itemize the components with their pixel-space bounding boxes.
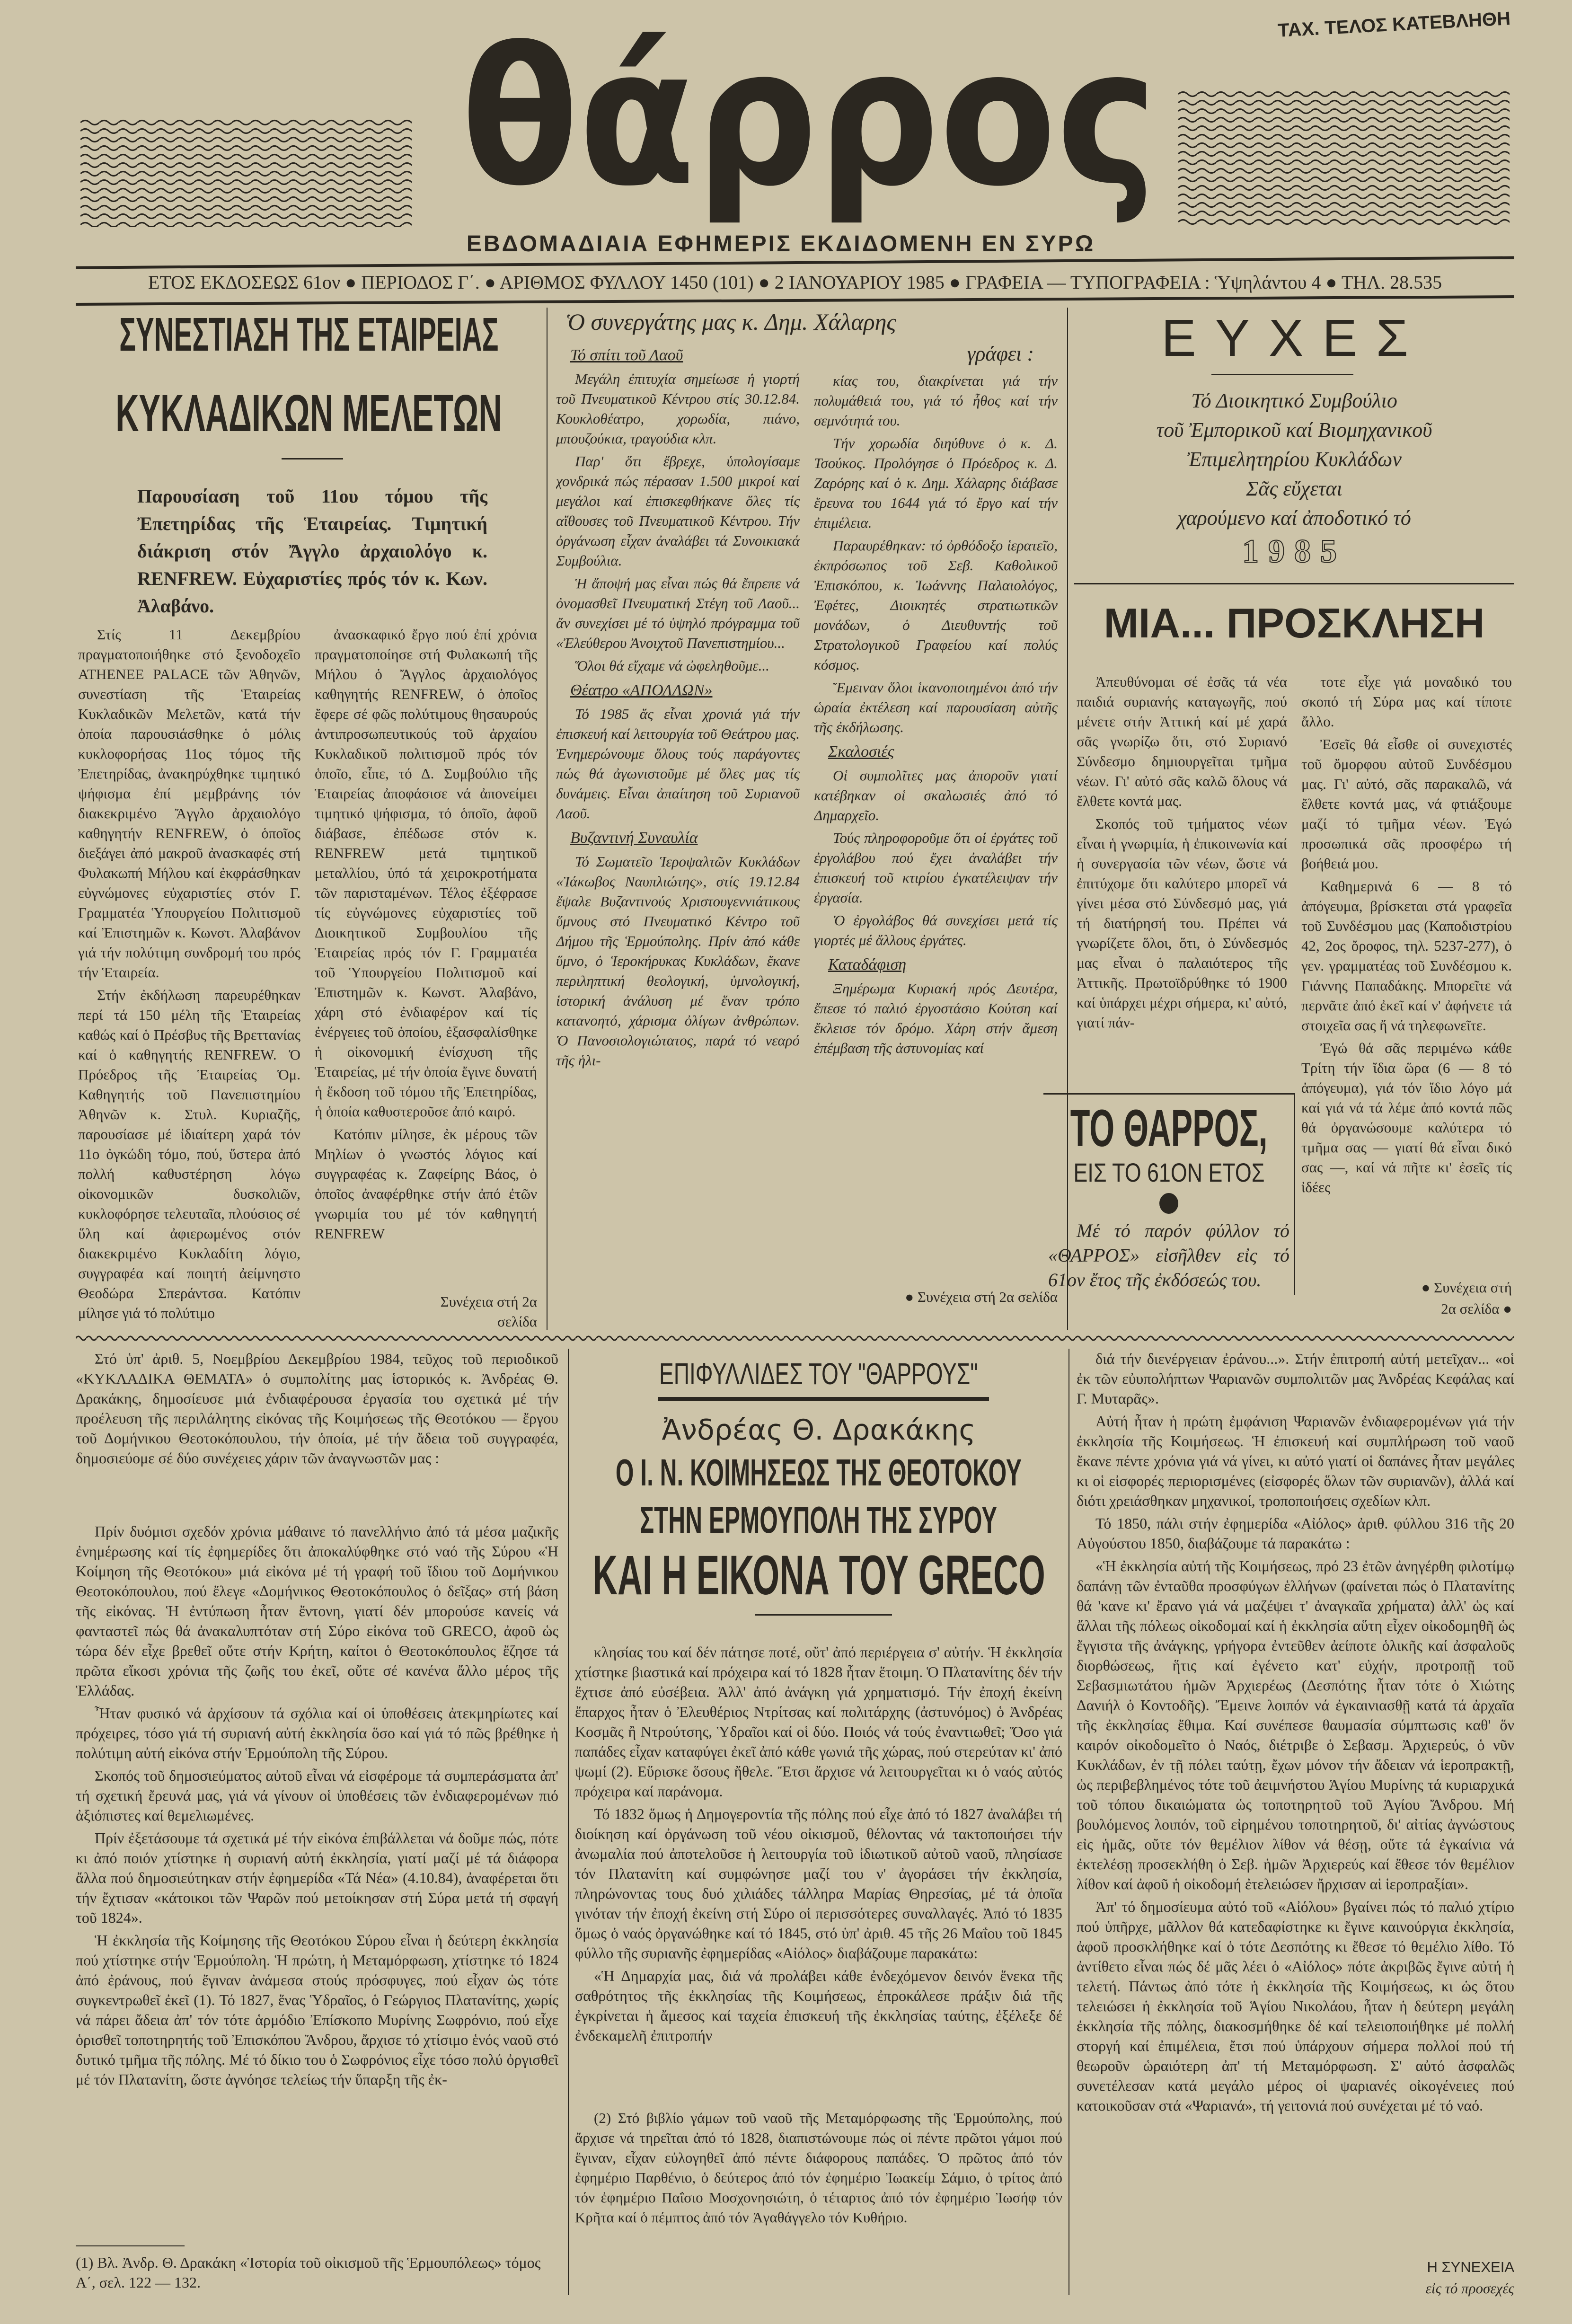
masthead-title: θάρρος	[461, 8, 1157, 228]
paragraph: Ἀπ' τό δημοσίευμα αὐτό τοῦ «Αἰόλου» βγαίνει πώς τό παλιό χτίριο πού ὑπῆρχε, μᾶλλον θά κατεδαφίστηκε κι ἔγινε καινούργια ἐκκλησία, ἀφοῦ προσκλήθηκε καί ὁ τότε Δεσπότης κι ἔθεσε τό θεμέλιο λίθο. Τό ἀντίθετο εἶναι πώς δέ μᾶς λέει ὁ «Αἰόλος» πότε ἀκριβῶς ἔγινε αὐτή ἡ τελετή. Πάντως ἀπό τότε ἡ ἐκκλησία τῆς Κοιμήσεως, κι ὡς ὅτου τελειώσει ἡ ἐκκλησία τοῦ Ἁγίου Νικολάου, ἦταν ἡ δεύτερη μεγάλη ἐκκλησία τῆς πόλης, διακοσμήθηκε δέ καί τελειοποιήθηκε μέ πολλή στοργή καί ἐπιμέλεια, ἔτσι πού ὑπάρχουν σήμερα πολλοί πού τή θεωροῦν ὡραιότερη ἀπ' τή Μεταμόρφωση. Σ' αὐτό ἀσφαλῶς συνετέλεσαν κατά μεγάλο μέρος οἱ ψαριανές οἰκογένειες πού κατοικοῦσαν στά «Ψαριανά», τή γειτονιά πού συνέχεται μέ τό ναό.	[1077, 1898, 1514, 2114]
paragraph: Ἐγώ θά σᾶς περιμένω κάθε Τρίτη τήν ἴδια ὥρα (6 — 8 τό ἀπόγευμα), γιά τόν ἴδιο λόγο μά καί γιά νά τά λέμε ἀπό κοντά πῶς θά ὀργανώσουμε καλύτερα τό τμῆμα σας — γιατί θά εἶναι δικό σας —, καί νά πῆτε κι' ἐσεῖς τίς ἰδέες	[1301, 1040, 1512, 1195]
paragraph: Σκοπός τοῦ τμήματος νέων εἶναι ἡ γνωριμία, ἡ ἐπικοινωνία καί ἡ συνεργασία τῶν νέων, ὥστε νά ἐπιτύχομε ὅτι καλύτερο μπορεῖ νά γίνει μέσα στό Σύνδεσμό μας, γιά τή διατήρησή του. Πρέπει νά γνωρίζετε ὅλοι, ὅτι, ὁ Σύνδεσμός μας εἶναι ὁ παλαιότερος τῆς Ἀττικῆς. Πρωτοϊδρύθηκε τό 1900 καί ὑπάρχει μέχρι σήμερα, κι' αὐτό, γιατί πάν-	[1077, 815, 1287, 1031]
writes-label: γράφει :	[967, 342, 1034, 365]
masthead-wave-pattern-left	[80, 118, 412, 227]
paragraph: Σκοπός τοῦ δημοσιεύματος αὐτοῦ εἶναι νά εἰσφέρομε τά συμπεράσματα ἀπ' τή σχετική ἔρευνά μας, γιά νά γίνουν οἱ ὑποθέσεις τῶν ἐνδιαφερομένων πιό ἀξιόπιστες καί θεμελιωμένες.	[76, 1767, 558, 1824]
paragraph: Ἀπευθύνομαι σέ ἐσᾶς τά νέα παιδιά συριανής καταγωγῆς, πού μένετε στήν Ἀττική καί μέ χαρά σᾶς γνωρίζω ὅτι, στό Συριανό Σύνδεσμο δημιουργεῖται τμῆμα νέων. Γι' αὐτό σᾶς καλῶ ὅλους νά ἔλθετε κοντά μας.	[1077, 673, 1287, 809]
divider	[1074, 583, 1514, 584]
paragraph: Ἔμειναν ὅλοι ἱκανοποιημένοι ἀπό τήν ὡραία ἐκτέλεση καί παρουσίαση αὐτῆς τῆς ἐκδήλωσης.	[814, 679, 1058, 735]
greetings-line: Τό Διοικητικό Συμβούλιο	[1191, 389, 1397, 412]
paragraph: Ὁ ἐργολάβος θά συνεχίσει μετά τίς γιορτές μέ ἄλλους ἐργάτες.	[814, 912, 1058, 948]
paragraph: Ὅλοι θά εἴχαμε νά ὠφεληθοῦμε...	[575, 657, 769, 674]
paragraph: Παραυρέθηκαν: τό ὀρθόδοξο ἱερατεῖο, ἐκπρόσωπος τοῦ Σεβ. Καθολικοῦ Ἐπισκόπου, κ. Ἰωάννης Παλαιολόγος, Ἐφέτες, Διοικητές στρατιωτικῶν μονάδων, ὁ Διευθυντής τοῦ Στρατολογικοῦ Γραφείου καί πολύς κόσμος.	[814, 537, 1058, 673]
greetings-title: ΕΥΧΕΣ	[1161, 309, 1427, 367]
divider	[755, 1614, 892, 1616]
feuilleton-intro	[76, 1349, 558, 1519]
paragraph: «Ἡ ἐκκλησία αὐτή τῆς Κοιμήσεως, πρό 23 ἐτῶν ἀνηγέρθη φιλοτίμῳ δαπάνῃ τῶν ἐνταῦθα προσφύγων ἑλλήνων (φαίνεται πώς ὁ Πλατανίτης θά 'κανε κι' ἔρανο γιά νά μαζέψει τ' ἀναγκαῖα χρήματα) ἀλλ' ὡς καί ἄλλαι τῆς πόλεως οἰκοδομαί καί ἡ ἐκκλησία αὕτη εἶχεν οἰκοδομηθῆ ὡς ἔγγιστα τῆς ἀνάγκης, γρήγορα ἐντεῦθεν ἀείποτε ὁλικῆς καί ἀσφαλοῦς διορθώσεως, ἥτις καί ἐγένετο κατ' εὐχήν, προτροπῇ τοῦ Σεβασμιωτάτου ἡμῶν Ἀρχιερέως (Δεσπότης ἦταν τότε ὁ Χιώτης Δανιήλ ὁ Κοντοδῆς). Ἔμεινε λοιπόν νά ἐγκαινιασθῇ κατά τά ἀρχαῖα τῆς ἐκκλησίας ἔθιμα. Καί συνέπεσε θαυμασία σύμπτωσις καθ' ὅν καιρόν οἰκοδομεῖτο ὁ Ναός, διέτριβε ὁ Σεβασμ. Ἀρχιερεύς, ὁ νῦν Κυκλάδων, ἐν τῇ πόλει ταύτῃ, ἔχων μόνον τήν ἄδειαν νά ἱεροπρακτῇ, ὡς περιβεβλημένος τότε τοῦ ἀειμνήστου Ἁγίου Μυρίνης τά κυριαρχικά τοῦ τόπου δικαιώματα ὡς τοποτηρητοῦ τοῦ Ἁγίου Ἄνδρου. Μή βουλόμενος λοιπόν, τοῦ εἰρημένου τοποτηρητοῦ, δι' αἰτίας ἀγνώστους εἰς ἡμᾶς, οὔτε τόν θεμέλιον λίθον νά θέσῃ, οὔτε τά ἐγκαίνια νά ἐκτελέσῃ προσεκλήθη ὁ Σεβ. ἡμῶν Ἀρχιερεύς καί ἔθεσε τόν θεμέλιον λίθον καί ἀφοῦ ἡ οἰκοδομή ἐτελειώσεν ἤρχισαν αἱ ἱεροπραξίαι».	[1077, 1557, 1514, 1892]
paragraph: Στό ὑπ' ἀριθ. 5, Νοεμβρίου Δεκεμβρίου 1984, τεῦχος τοῦ περιοδικοῦ «ΚΥΚΛΑΔΙΚΑ ΘΕΜΑΤΑ» ὁ συμπολίτης μας ἱστορικός κ. Ἀνδρέας Θ. Δρακάκης, δημοσίευσε μιά ἐνδιαφέρουσα ἐργασία του σχετικά μέ τήν προέλευση τῆς περιλάλητης εἰκόνας τῆς Κοιμήσεως τῆς Θεοτόκου — ἔργου τοῦ Δομήνικου Θεοτοκόπουλου, τήν ὁποία, μέ τήν ἄδεια τοῦ συγγραφέα, δημοσιεύομε σέ δύο συνέχειες χάριν τῶν ἀναγνωστῶν μας :	[76, 1350, 558, 1467]
anniversary-box	[1043, 1093, 1295, 1295]
subheading: Θέατρο «ΑΠΟΛΛΩΝ»	[570, 681, 713, 699]
article-column	[556, 341, 800, 1330]
invitation-column	[1301, 672, 1512, 1273]
headline: ΣΤΗΝ ΕΡΜΟΥΠΟΛΗ ΤΗΣ ΣΥΡΟΥ	[640, 1499, 998, 1541]
paragraph: Τούς πληροφοροῦμε ὅτι οἱ ἐργάτες τοῦ ἐργολάβου πού ἔχει ἀναλάβει τήν ἐπισκευή τοῦ κτιρίου ἐγκατέλειψαν τήν ἐργασία.	[814, 830, 1058, 906]
paragraph: Τό Σωματεῖο Ἱεροψαλτῶν Κυκλάδων «Ἰάκωβος Ναυπλιώτης», στίς 19.12.84 ἔψαλε Βυζαντινούς Χριστουγεννιάτικους ὕμνους στό Πνευματικό Κέντρο τοῦ Δήμου τῆς Ἑρμούπολης. Πρίν ἀπό κάθε ὕμνο, ὁ Ἱεροκήρυκας Κυκλάδων, ἔκανε περιληπτική θεολογική, ὑμνολογική, ἱστορική ἀνάλυση μέ ἕναν τρόπο κατανοητό, χάρισμα ὀλίγων ἀνθρώπων. Ὁ Πανοσιολογιώτατος, παρά τό νεαρό τῆς ἡλι-	[556, 853, 800, 1069]
continued-note: Συνέχεια στή 2α σελίδα	[440, 1293, 537, 1330]
paragraph: διά τήν διενέργειαν ἐράνου...». Στήν ἐπιτροπή αὐτή μετεῖχαν... «οἱ ἐκ τῶν εὐυπολήπτων Ψαριανῶν συμπολιτῶν μας Ἀνδρέας Κεφάλας καί Γ. Μυταρᾶς».	[1077, 1350, 1514, 1407]
paragraph: Τό 1850, πάλι στήν ἐφημερίδα «Αἰόλος» ἀριθ. φύλλου 316 τῆς 20 Αὐγούστου 1850, διαβάζουμε τά παρακάτω :	[1077, 1515, 1514, 1552]
footnote: (1) Βλ. Ἀνδρ. Θ. Δρακάκη «Ἱστορία τοῦ οἰκισμοῦ τῆς Ἑρμουπόλεως» τόμος Α΄, σελ. 122 — 132.	[76, 2254, 541, 2291]
greetings-line: Ἐπιμελητηρίου Κυκλάδων	[1187, 448, 1402, 471]
issue-info-line: ΕΤΟΣ ΕΚΔΟΣΕΩΣ 61ον ● ΠΕΡΙΟΔΟΣ Γ΄. ● ΑΡΙΘΜΟΣ ΦΥΛΛΟΥ 1450 (101) ● 2 ΙΑΝΟΥΑΡΙΟΥ 1985 ● ΓΡΑΦΕΙΑ — ΤΥΠΟΓΡΑΦΕΙΑ : Ὑψηλάντου 4 ● ΤΗΛ. 28.535	[148, 272, 1442, 293]
divider	[76, 256, 1514, 269]
paragraph: Ἡ ἐκκλησία τῆς Κοίμησης τῆς Θεοτόκου Σύρου εἶναι ἡ δεύτερη ἐκκλησία πού χτίστηκε στήν Ἑρμούπολη. Ἡ πρώτη, ἡ Μεταμόρφωση, χτίστηκε τό 1824 ἀπό ἐράνους, πού ἔγιναν ἀνάμεσα στούς πρόσφυγες, πού εἶχαν ὡς τότε συγκεντρωθεῖ ἐκεῖ (1). Τό 1827, ἕνας Ὑδραῖος, ὁ Γεώργιος Πλατανίτης, χωρίς νά πάρει ἄδεια ἀπ' τόν τότε ἁρμόδιο Ἐπίσκοπο Μυρίνης Σωφρόνιο, πού εἶχε ὁρισθεῖ τοποτηρητής τοῦ Ἐπισκόπου Ἄνδρου, ἄρχισε τό χτίσιμο ἑνός ναοῦ στό δυτικό τμῆμα τῆς πόλης. Μέ τό δίκιο του ὁ Σωφρόνιος εἶχε τόσο πολύ ὀργισθεῖ μέ τόν Πλατανίτη, ὥστε ἀγνόησε τελείως τήν ὕπαρξη τῆς ἐκ-	[76, 1932, 558, 2088]
paragraph: κίας του, διακρίνεται γιά τήν πολυμάθειά του, γιά τό ἦθος καί τήν σεμνότητά του.	[814, 372, 1058, 429]
paragraph: Παρ' ὅτι ἔβρεχε, ὑπολογίσαμε χονδρικά πώς πέρασαν 1.500 μικροί καί μεγάλοι καί ἐπισκεφθήκανε ὅλες τίς αἴθουσες τοῦ Πνευματικοῦ Κέντρου. Τήν ὀργάνωση εἶχαν ἀναλάβει τά Συνοικιακά Συμβούλια.	[556, 453, 800, 569]
divider	[76, 295, 1514, 306]
paragraph: Τήν χορωδία διηύθυνε ὁ κ. Δ. Τσούκος. Προλόγησε ὁ Πρόεδρος κ. Δ. Ζαρόρης καί ὁ κ. Δημ. Χάλαρης διάβασε ἔρευνα του 1644 γιά τό ἔργο καί τήν ἐπιμέλεια.	[814, 435, 1058, 531]
footnote-text: (2) Στό βιβλίο γάμων τοῦ ναοῦ τῆς Μεταμόρφωσης τῆς Ἑρμούπολης, πού ἄρχισε νά τηρεῖται ἀπό τό 1828, διαπιστώνουμε πώς οἱ πέντε πρῶτοι γάμοι πού ἔγιναν, εἶχαν εὐλογηθεῖ ἀπό πέντε διάφορους παπάδες. Ὁ πρῶτος ἀπό τόν ἐφημέριο Παρθένιο, ὁ δεύτερος ἀπό τόν ἐφημέριο Ἰωακείμ Σάμιο, ὁ τρίτος ἀπό τόν ἐφημέριο Παΐσιο Μοσχονησιώτη, ὁ τέταρτος ἀπό τόν ἐφημέριο Ἰωσήφ τόν Κρῆτα καί ὁ πέμπτος ἀπό τόν Ἀγαθάγγελο τόν Κυθήριο.	[575, 2110, 1062, 2226]
divider	[658, 1397, 989, 1401]
paragraph: Ξημέρωμα Κυριακή πρός Δευτέρα, ἔπεσε τό παλιό ἐργοστάσιο Κούτση καί ἔκλεισε τόν δρόμο. Χάρη στήν ἄμεση ἐπέμβαση τῆς ἀστυνομίας καί	[814, 980, 1058, 1056]
paragraph: Πρίν ἐξετάσουμε τά σχετικά μέ τήν εἰκόνα ἐπιβάλλεται νά δοῦμε πώς, πότε κι ἀπό ποιόν χτίστηκε ἡ συριανή αὐτή ἐκκλησία, γιατί μαζί μέ τά διάφορα ἄλλα πού δημοσιεύτηκαν στήν ἐφημερίδα «Τά Νέα» (4.10.84), ἀναφέρεται ὅτι τήν ἔχτισαν «κάτοικοι τῶν Ψαρῶν πού μετοίκησαν στή Σύρα μετά τή σφαγή τοῦ 1824».	[76, 1829, 558, 1926]
invitation-title: ΜΙΑ... ΠΡΟΣΚΛΗΣΗ	[1104, 600, 1485, 646]
column-divider	[568, 1349, 569, 2295]
subheading: Καταδάφιση	[828, 956, 907, 973]
anniversary-subtitle: ΕΙΣ ΤΟ 61ΟΝ ΕΤΟΣ	[1073, 1158, 1264, 1187]
continued-note: Η ΣΥΝΕΧΕΙΑ	[1427, 2259, 1514, 2275]
column-divider	[547, 308, 548, 1330]
masthead-subtitle: ΕΒΔΟΜΑΔΙΑΙΑ ΕΦΗΜΕΡΙΣ ΕΚΔΙΔΟΜΕΝΗ ΕΝ ΣΥΡΩ	[466, 231, 1095, 256]
paragraph: Στήν ἐκδήλωση παρευρέθηκαν περί τά 150 μέλη τῆς Ἑταιρείας καθώς καί ὁ Πρέσβυς τῆς Βρεττανίας καί ὁ καθηγητής RENFREW. Ὁ Πρόεδρος τῆς Ἑταιρείας Ὁμ. Καθηγητής τοῦ Πανεπιστημίου Ἀθηνῶν κ. Στυλ. Κυριαζῆς, παρουσίασε μέ ἰδιαίτερη χαρά τόν 11ο ὀγκώδη τόμο, πού, ὕστερα ἀπό πολλή καθυστέρηση λόγω οἰκονομικῶν δυσκολιῶν, κυκλοφόρησε τελευταῖα, πλούσιος σέ ὕλη καί ἀφιερωμένος στόν διακεκριμένο Κυκλαδίτη λόγιο, συγγραφέα καί ποιητή ἀείμνηστο Θεοδώρα Σπεράντσα. Κατόπιν μίλησε γιά τό πολύτιμο	[78, 987, 300, 1321]
paragraph: «Ἡ Δημαρχία μας, διά νά προλάβει κάθε ἐνδεχόμενον δεινόν ἕνεκα τῆς σαθρότητος τῆς ἐκκλησίας τῆς Κοιμήσεως, ἐπροκάλεσε πράξιν διά τῆς ἐγκρίνεται ἡ ἄμεσος καί ταχεία ἐπισκευή τῆς ἐκκλησίας ταύτης, ἐξέλεξε δέ ἐνδεκαμελῆ ἐπιτροπήν	[575, 1967, 1062, 2044]
masthead-wave-pattern-right	[1178, 90, 1510, 227]
paragraph: Τό 1985 ἄς εἶναι χρονιά γιά τήν ἐπισκευή καί λειτουργία τοῦ Θεάτρου μας. Ἐνημερώνουμε ὅλους τούς παράγοντες πώς θά ἀγωνιστοῦμε μέ ὅλες μας τίς δυνάμεις. Εἶναι ἀπαίτηση τοῦ Συριανοῦ Λαοῦ.	[556, 706, 800, 822]
greetings-line: Σᾶς εὔχεται	[1246, 477, 1342, 500]
continued-note: εἰς τό προσεχές	[1425, 2280, 1514, 2297]
divider	[1211, 374, 1353, 375]
subheading: Σκαλοσιές	[828, 743, 894, 760]
section-title: ΕΠΙΦΥΛΛΙΔΕΣ ΤΟΥ "ΘΑΡΡΟΥΣ"	[659, 1357, 978, 1391]
greetings-line: χαρούμενο καί ἀποδοτικό τό	[1177, 506, 1411, 530]
feuilleton-column	[76, 1521, 558, 2231]
headline: ΚΑΙ Η ΕΙΚΟΝΑ ΤΟΥ GRECO	[592, 1544, 1045, 1607]
paragraph: Τό 1832 ὅμως ἡ Δημογεροντία τῆς πόλης πού εἶχε ἀπό τό 1827 ἀναλάβει τή διοίκηση καί ὀργάνωση τοῦ νέου οἰκισμοῦ, θέλοντας νά τακτοποιήσει τήν ἀνωμαλία πού ἀποτελοῦσε ἡ λειτουργία τοῦ ἰδιωτικοῦ αὐτοῦ ναοῦ, πλησίασε τόν Πλατανίτη καί συμφώνησε μαζί του ν' ἀγοράσει τήν ἐκκλησία, πληρώνοντας τους δυό χιλιάδες τάλληρα Μαρίας Θηρεσίας, μέ τά ὁποῖα γινόταν τήν ἐποχή ἐκείνη στή Σύρο οἱ περισσότερες συναλλαγές. Ἀπό τό 1835 ὅμως ὁ ναός ὀργανώθηκε καί τό 1845, στό ὑπ' ἀριθ. 45 τῆς 26 Μαΐου τοῦ 1845 φύλλο τῆς συριανῆς ἐφημερίδας «Αἰόλος» διαβάζουμε παρακάτω:	[575, 1805, 1062, 1962]
headline: ΚΥΚΛΑΔΙΚΩΝ ΜΕΛΕΤΩΝ	[115, 384, 502, 442]
postage-paid-note: ΤΑΧ. ΤΕΛΟΣ ΚΑΤΕΒΛΗΘΗ	[1277, 8, 1511, 41]
subheading: Τό σπίτι τοῦ Λαοῦ	[570, 346, 683, 364]
divider	[76, 2245, 185, 2246]
paragraph: ἀνασκαφικό ἔργο πού ἐπί χρόνια πραγματοποίησε στή Φυλακωπή τῆς Μήλου ὁ Ἄγγλος ἀρχαιολόγος καθηγητής RENFREW, ὁ ὁποῖος ἔφερε σέ φῶς πολύτιμους θησαυρούς ἀντιπροσωπευτικούς τοῦ ἀρχαίου Κυκλαδικοῦ πολιτισμοῦ πρός τόν ὁποῖο, εἶπε, τό Δ. Συμβούλιο τῆς Ἑταιρείας ἀποφάσισε νά ἀπονείμει τιμητικό ψήφισμα, τό ὁποῖο, ἀφοῦ διάβασε, ἐπέδωσε στόν κ. RENFREW μετά τιμητικοῦ μεταλλίου, ὑπό τά χειροκροτήματα τῶν παρισταμένων. Τέλος ἐξέφρασε τίς εὐγνώμονες εὐχαριστίες τοῦ Διοικητικοῦ Συμβουλίου τῆς Ἑταιρείας πρός τόν Γ. Γραμματέα τοῦ Ὑπουργείου Πολιτισμοῦ καί Ἐπιστημῶν κ. Κωνστ. Ἀλαβάνο, χάρη στό ἐνδιαφέρον καί τίς ἐνέργειες τοῦ ὁποίου, ἐξασφαλίσθηκε ἡ οἰκονομική ἐνίσχυση τῆς Ἑταιρείας, μέ τήν ὁποία ἔγινε δυνατή ἡ ἔκδοση τοῦ τόμου τῆς Ἐπετηρίδας, ἡ ὁποία καθυστεροῦσε ἀπό καιρό.	[315, 626, 537, 1120]
column-header: Ὁ συνεργάτης μας κ. Δημ. Χάλαρης	[565, 309, 896, 335]
headline: ΣΥΝΕΣΤΙΑΣΗ ΤΗΣ ΕΤΑΙΡΕΙΑΣ	[119, 308, 499, 361]
divider	[282, 458, 343, 459]
continued-note: ● Συνέχεια στή	[1421, 1279, 1512, 1296]
feuilleton-column	[1077, 1349, 1514, 2253]
bullet-icon	[1159, 1193, 1178, 1214]
invitation-column	[1077, 672, 1287, 1088]
paragraph: Αὐτή ἦταν ἡ πρώτη ἐμφάνιση Ψαριανῶν ἐνδιαφερομένων γιά τήν ἐκκλησία τῆς Κοιμήσεως. Ἡ ἐπισκευή καί συμπλήρωση τοῦ ναοῦ ἔκανε πέντε χρόνια γιά νά γίνει, κι αὐτό γιατί οἱ δαπάνες ἦταν μεγάλες κι οἱ εἰσφορές περιορισμένες (εἰσφορές ὅλων τῶν συριανῶν), ἀλλά καί διότι χρειάσθηκαν μηχανικοί, τροποποιήσεις σχεδίων κλπ.	[1077, 1413, 1514, 1509]
subheading: Βυζαντινή Συναυλία	[570, 829, 698, 847]
article-column	[315, 625, 537, 1287]
article-column	[814, 371, 1058, 1282]
continued-note: ● Συνέχεια στή 2α σελίδα	[905, 1289, 1058, 1305]
paragraph: Μεγάλη ἐπιτυχία σημείωσε ἡ γιορτή τοῦ Πνευματικοῦ Κέντρου στίς 30.12.84. Κουκλοθέατρο, χορωδία, πιάνο, μπουζούκια, τραγούδια κλπ.	[556, 371, 800, 447]
paragraph: Κατόπιν μίλησε, ἐκ μέρους τῶν Μηλίων ὁ γνωστός λόγιος καί συγγραφέας κ. Ζαφείρης Βάος, ὁ ὁποῖος ἀναφέρθηκε στήν ἀπό ἐτῶν γνωριμία του μέ τόν καθηγητή RENFREW	[315, 1126, 537, 1242]
article-society-dinner	[78, 308, 539, 1334]
paragraph: Ἦταν φυσικό νά ἀρχίσουν τά σχόλια καί οἱ ὑποθέσεις ἀτεκμηρίωτες καί πρόχειρες, τόσο γιά τή συριανή αὐτή ἐκκλησία ὅσο καί γιά τό πῶς βρέθηκε ἡ πολύτιμη αὐτή εἰκόνα στήν Ἑρμούπολη τῆς Σύρου.	[76, 1705, 558, 1761]
paragraph: Οἱ συμπολῖτες μας ἀποροῦν γιατί κατέβηκαν οἱ σκαλωσιές ἀπό τό Δημαρχεῖο.	[814, 767, 1058, 823]
article-lead: Παρουσίαση τοῦ 11ου τόμου τῆς Ἐπετηρίδας τῆς Ἑταιρείας. Τιμητική διάκριση στόν Ἄγγλο ἀρχαιολόγο κ. RENFREW. Εὐχαριστίες πρός τόν κ. Κων. Ἀλαβάνο.	[137, 486, 487, 617]
anniversary-title: ΤΟ ΘΑΡΡΟΣ,	[1070, 1099, 1268, 1158]
feuilleton-headline-block	[575, 1349, 1062, 1616]
author-name: Ἀνδρέας Θ. Δρακάκης	[662, 1414, 976, 1447]
greetings-year: 1985	[1242, 533, 1346, 570]
footnote	[575, 2108, 1062, 2297]
paragraph: Ἡ ἄποψή μας εἶναι πώς θά ἔπρεπε νά ὀνομασθεῖ Πνευματική Στέγη τοῦ Λαοῦ... ἄν συνεχίσει μέ τό ὑψηλό πρόγραμμα τοῦ «Ἐλεύθερου Ἀνοιχτοῦ Πανεπιστημίου...	[556, 575, 800, 651]
article-column	[78, 625, 300, 1330]
headline: Ο Ι. Ν. ΚΟΙΜΗΣΕΩΣ ΤΗΣ ΘΕΟΤΟΚΟΥ	[615, 1451, 1022, 1493]
paragraph: κλησίας του καί δέν πάτησε ποτέ, οὔτ' ἀπό περιέργεια σ' αὐτήν. Ἡ ἐκκλησία χτίστηκε βιαστικά καί πρόχειρα καί τό 1828 ἦταν ἕτοιμη. Ὁ Πλατανίτης δέν τήν ἔχτισε ἀπό εὐσέβεια. Ἀλλ' ἀπό ἀνάγκη γιά χρηματισμό. Τήν ἐποχή ἐκείνη ἔπαρχος ἦταν ὁ Ἐλευθέριος Ντρίτσας καί πολιτάρχης (ἀστυνόμος) ὁ Ἀνδρέας Κοσμᾶς ἢ Ντρούτσης, Ὑδραῖοι καί οἱ δύο. Ποιός νά τούς ἐναντιωθεῖ; Ὅσο γιά παπάδες εἶχαν καταφύγει ἐκεῖ ἀπό κάθε γωνιά τῆς χώρας, πού στερεύταν κι' ἀπό ψωμί (2). Εὕρισκε ὅσους ἤθελε. Ἔτσι ἄρχισε νά λειτουργεῖται κι ὁ ναός αὐτός πρόχειρα καί παράνομα.	[575, 1644, 1062, 1800]
paragraph: τοτε εἶχε γιά μοναδικό του σκοπό τή Σύρα μας καί τίποτε ἄλλο.	[1301, 673, 1512, 730]
paragraph: Ἐσεῖς θά εἶσθε οἱ συνεχιστές τοῦ ὄμορφου αὐτοῦ Συνδέσμου μας. Γι' αὐτό, σᾶς παρακαλῶ, νά ἔλθετε κοντά μας, νά φτιάξουμε μαζί τό τμῆμα νέων. Ἐγώ προσωπικά σᾶς προσφέρω τή βοήθειά μου.	[1301, 736, 1512, 872]
continued-note: 2α σελίδα ●	[1441, 1300, 1512, 1317]
greetings-ad	[1074, 308, 1514, 571]
section-wavy-divider	[76, 1334, 1514, 1343]
paragraph: Καθημερινά 6 — 8 τό ἀπόγευμα, βρίσκεται στά γραφεῖα τοῦ Συνδέσμου μας (Καποδιστρίου 42, 2ος ὄροφος, τηλ. 5237-277), ὁ γεν. γραμματέας τοῦ Συνδέσμου κ. Γιάννης Παπαδάκης. Μπορεῖτε νά περνᾶτε ἀπό ἐκεῖ καί ν' ἀφήνετε τά στοιχεῖα σας ἤ νά τηλεφωνεῖτε.	[1301, 878, 1512, 1034]
paragraph: Στίς 11 Δεκεμβρίου πραγματοποιήθηκε στό ξενοδοχεῖο ATHENEE PALACE τῶν Ἀθηνῶν, συνεστίαση τῆς Ἑταιρείας Κυκλαδικῶν Μελετῶν, κατά τήν ὁποία παρουσιάσθηκε ὁ μόλις κυκλοφορήσας 11ος τόμος τῆς Ἐπετηρίδας, ἀνακηρύχθηκε τιμητικό ψήφισμα ἐπί μεμβράνης τόν διακεκριμένο Ἄγγλο ἀρχαιολόγο καθηγητήν RENFREW, ὁ ὁποῖος διεξάγει ἀπό μακροῦ ἀνασκαφές στή Φυλακωπή Μήλου καί ἐκφράσθηκαν εὐγνώμονες εὐχαριστίες στόν Γ. Γραμματέα Ὑπουργείου Πολιτισμοῦ καί Ἐπιστημῶν κ. Κωνστ. Ἀλαβάνον γιά τήν πολύτιμη συνδρομή του πρός τήν Ἑταιρεία.	[78, 626, 300, 981]
greetings-line: τοῦ Ἐμπορικοῦ καί Βιομηχανικοῦ	[1156, 418, 1432, 442]
feuilleton-column	[575, 1642, 1062, 2103]
anniversary-text: Μέ τό παρόν φύλλον τό «ΘΑΡΡΟΣ» εἰσῆλθεν εἰς τό 61ον ἔτος τῆς ἐκδόσεώς του.	[1048, 1220, 1289, 1290]
article-chalaris-column	[556, 308, 1062, 1334]
paragraph: Πρίν δυόμισι σχεδόν χρόνια μάθαινε τό πανελλήνιο ἀπό τά μέσα μαζικῆς ἐνημέρωσης καί τίς ἐφημερίδες ὅτι ἀποκαλύφθηκε στό ναό τῆς Σύρου «Ἡ Κοίμηση τῆς Θεοτόκου» μιά εἰκόνα μέ τή γραφή τοῦ ἴδιου τοῦ Δομήνικου Θεοτοκόπουλου, πού ἔλεγε «Δομήνικος Θεοτοκόπουλος ὁ δεῖξας» στή βάση τῆς εἰκόνας. Ἡ ἐντύπωση ἦταν ἔντονη, γιατί δέν μπορούσε κανείς νά φανταστεῖ πώς θά ἀνακαλυπτόταν στή Σύρο εἰκόνα τοῦ GRECO, ἀφοῦ ὡς τώρα δέν εἶχε βρεθεῖ οὔτε στήν Κρήτη, καίτοι ὁ Θεοτοκόπουλος ἔζησε τά πρῶτα εἴκοσι χρόνια τῆς ζωῆς του ἐκεῖ, οὔτε σέ κανένα ἄλλο μέρος τῆς Ἑλλάδας.	[76, 1523, 558, 1699]
